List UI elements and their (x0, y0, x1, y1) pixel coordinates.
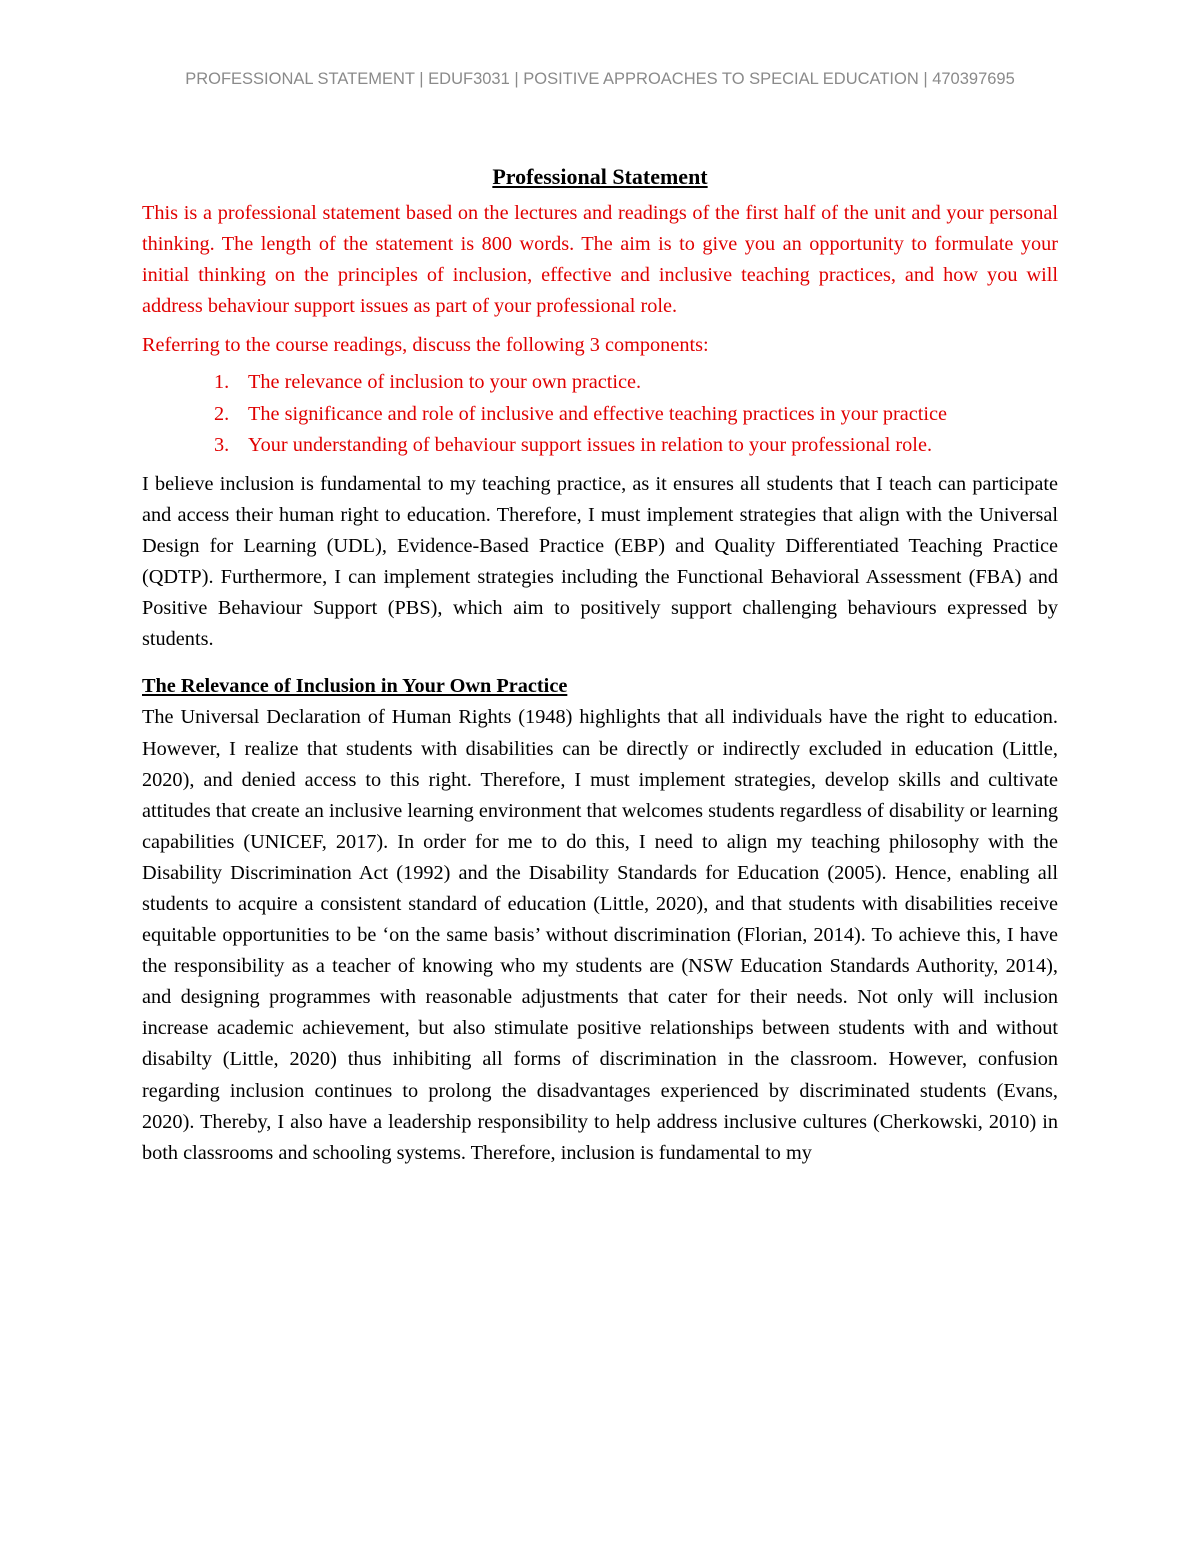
assignment-instructions: This is a professional statement based on the lectures and readings of the first half of the unit and your personal thinking. The length of the statement is 800 words. The aim is to give you an opportunity to formulate your initial thinking on the principles of inclusion, effective and inclusive teaching practices, and how you will address behaviour support issues as part of your professional role. (142, 202, 1058, 318)
component-number: 1. (214, 371, 230, 394)
opening-paragraph: I believe inclusion is fundamental to my teaching practice, as it ensures all students that I teach can participate and access their human right to education. Therefore, I must implement strategies that align with the Universal Design for Learning (UDL), Evidence-Based Practice (EBP) and Quality Differentiated Teaching Practice (QDTP). Furthermore, I can implement strategies including the Functional Behavioral Assessment (FBA) and Positive Behaviour Support (PBS), which aim to positively support challenging behaviours expressed by students. (142, 472, 1058, 651)
section-paragraph: The Universal Declaration of Human Rights (1948) highlights that all individuals have the right to education. However, I realize that students with disabilities can be directly or indirectly excluded in education (Little, 2020), and denied access to this right. Therefore, I must implement strategies, develop skills and cultivate attitudes that create an inclusive learning environment that welcomes students regardless of disability or learning capabilities (UNICEF, 2017). In order for me to do this, I need to align my teaching philosophy with the Disability Discrimination Act (1992) and the Disability Standards for Education (2005). Hence, enabling all students to acquire a consistent standard of education (Little, 2020), and that students with disabilities receive equitable opportunities to be ‘on the same basis’ without discrimination (Florian, 2014). To achieve this, I have the responsibility as a teacher of knowing who my students are (NSW Education Standards Authority, 2014), and designing programmes with reasonable adjustments that cater for their needs. Not only will inclusion increase academic achievement, but also stimulate positive relationships between students with and without disabilty (Little, 2020) thus inhibiting all forms of discrimination in the classroom. However, confusion regarding inclusion continues to prolong the disadvantages experienced by discriminated students (Evans, 2020). Thereby, I also have a leadership responsibility to help address inclusive cultures (Cherkowski, 2010) in both classrooms and schooling systems. Therefore, inclusion is fundamental to my (142, 706, 1058, 1164)
component-item (214, 399, 1058, 430)
component-text: The significance and role of inclusive and effective teaching practices in your practice (248, 402, 948, 425)
running-header: PROFESSIONAL STATEMENT | EDUF3031 | POSITIVE APPROACHES TO SPECIAL EDUCATION | 470397695 (185, 70, 1015, 88)
component-number: 3. (214, 433, 230, 456)
document-body (142, 160, 1058, 1169)
component-item (214, 430, 1058, 461)
component-text: The relevance of inclusion to your own practice. (248, 371, 642, 394)
document-title: Professional Statement (492, 164, 708, 189)
section-heading: The Relevance of Inclusion in Your Own Practice (142, 675, 568, 698)
component-text: Your understanding of behaviour support issues in relation to your professional role. (248, 433, 933, 456)
components-intro: Referring to the course readings, discuss the following 3 components: (142, 334, 709, 357)
component-number: 2. (214, 402, 230, 425)
component-item (214, 367, 1058, 398)
components-list (142, 367, 1058, 460)
